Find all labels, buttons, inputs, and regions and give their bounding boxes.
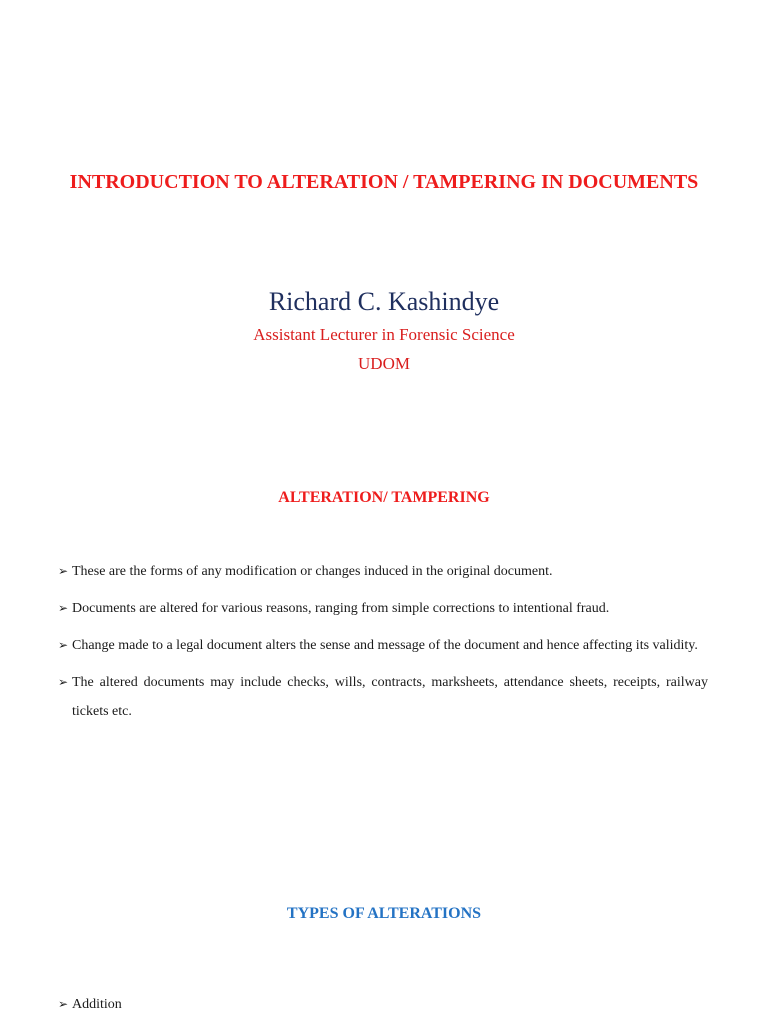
list-item xyxy=(58,631,708,660)
list-item-text: The altered documents may include checks, wills, contracts, marksheets, attendance sheets, receipts, railway tickets etc. xyxy=(72,675,708,719)
list-item-text: Change made to a legal document alters the sense and message of the document and hence affecting its validity. xyxy=(72,638,698,653)
arrow-bullet-icon: ➢ xyxy=(58,564,69,578)
author-name: Richard C. Kashindye xyxy=(268,287,500,316)
types-bullet-list xyxy=(58,990,708,1027)
list-item-text: Addition xyxy=(72,997,122,1012)
arrow-bullet-icon: ➢ xyxy=(58,638,69,652)
document-title: INTRODUCTION TO ALTERATION / TAMPERING IN DOCUMENTS xyxy=(69,171,699,193)
author-block xyxy=(0,286,768,375)
list-item-text: Documents are altered for various reasons, ranging from simple corrections to intentional fraud. xyxy=(72,601,610,616)
arrow-bullet-icon: ➢ xyxy=(58,601,69,615)
list-item xyxy=(58,990,708,1019)
list-item xyxy=(58,557,708,586)
author-role: Assistant Lecturer in Forensic Science xyxy=(253,325,515,344)
section-heading-types: TYPES OF ALTERATIONS xyxy=(286,905,482,922)
list-item xyxy=(58,668,708,726)
arrow-bullet-icon: ➢ xyxy=(58,997,69,1011)
section-heading-alteration: ALTERATION/ TAMPERING xyxy=(278,489,490,506)
alteration-bullet-list xyxy=(58,557,708,734)
list-item-text: These are the forms of any modification or changes induced in the original document. xyxy=(72,564,553,579)
list-item xyxy=(58,594,708,623)
author-organization: UDOM xyxy=(358,354,410,373)
arrow-bullet-icon: ➢ xyxy=(58,675,69,689)
